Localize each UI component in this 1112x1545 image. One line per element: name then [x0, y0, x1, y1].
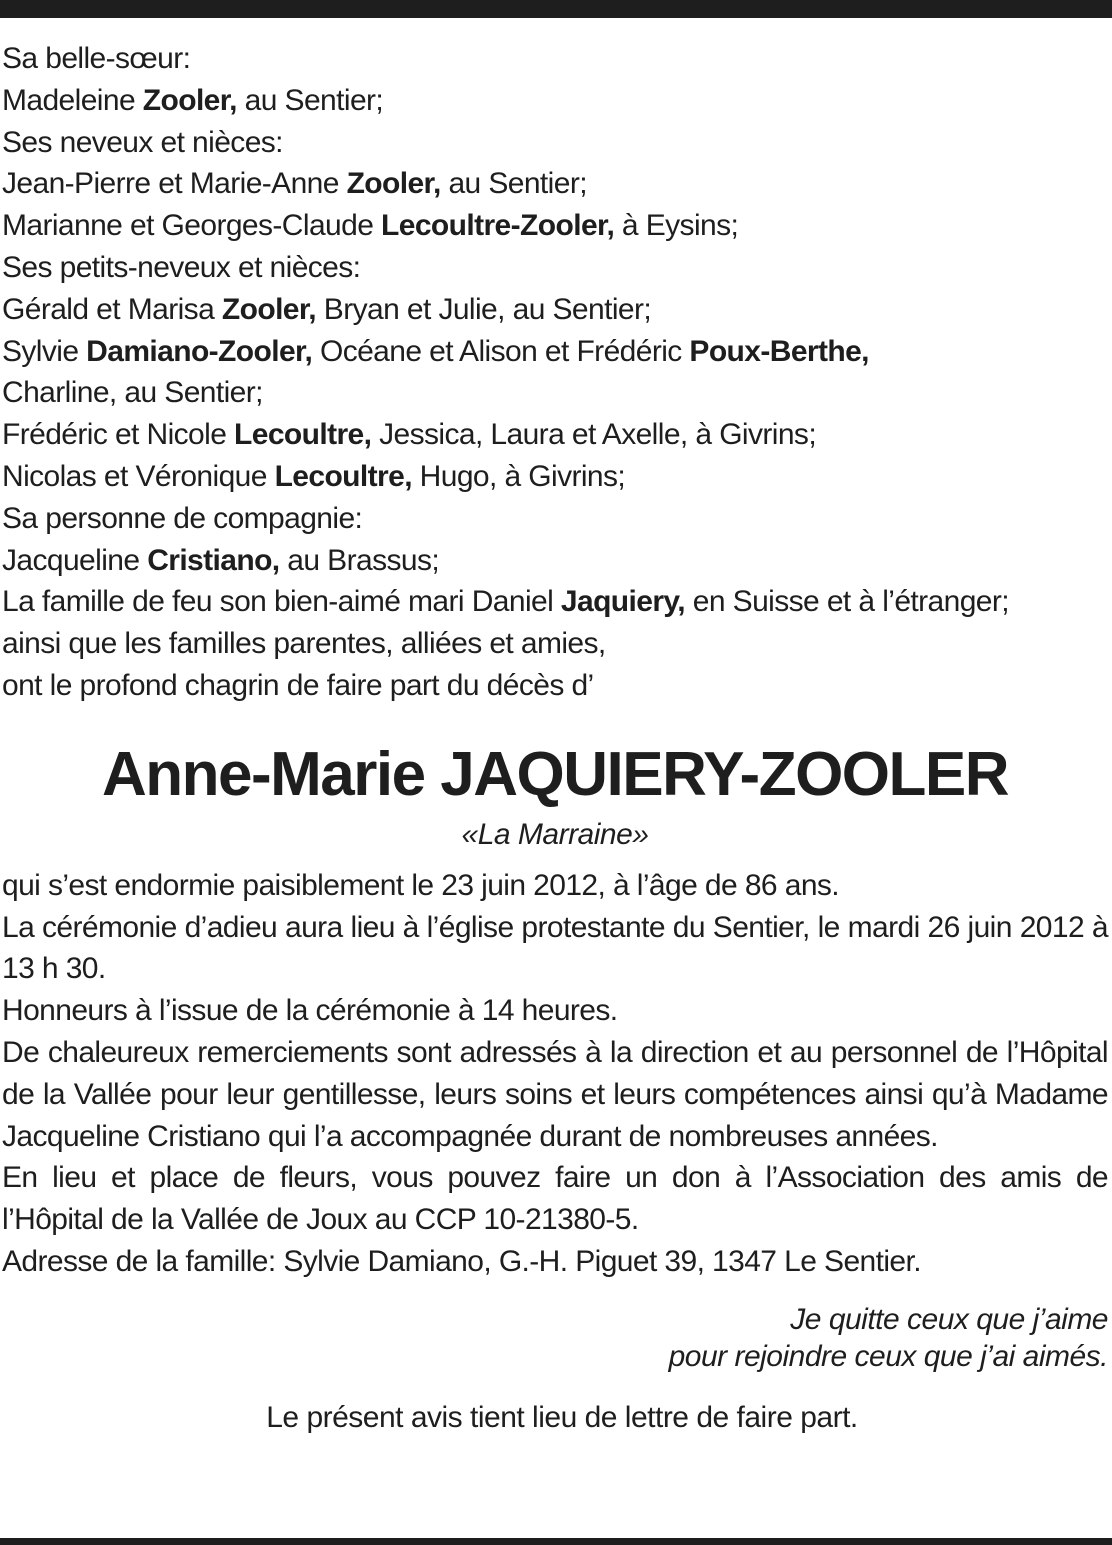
deceased-name: Anne-Marie JAQUIERY-ZOOLER — [101, 739, 1009, 809]
family-surname: Poux-Berthe, — [689, 334, 869, 368]
family-line — [2, 331, 1108, 373]
family-surname: Zooler, — [221, 292, 317, 326]
family-line — [2, 540, 1108, 582]
family-line — [2, 289, 1108, 331]
family-text: Charline, au Sentier; — [2, 376, 263, 410]
family-text: ainsi que les familles parentes, alliées et amies, — [2, 627, 606, 661]
family-surname: Cristiano, — [147, 543, 280, 577]
family-text: Sa personne de compagnie: — [2, 501, 363, 535]
family-text: ont le profond chagrin de faire part du décès d’ — [2, 668, 594, 702]
family-text: au Sentier; — [236, 83, 384, 117]
family-text: Sylvie — [2, 334, 87, 368]
quote-line: pour rejoindre ceux que j’ai aimés. — [668, 1339, 1108, 1373]
family-text: Sa belle-sœur: — [2, 42, 191, 75]
family-line — [2, 581, 1108, 623]
family-text: Jacqueline — [2, 543, 148, 577]
family-text: Gérald et Marisa — [2, 292, 222, 326]
family-text: Jessica, Laura et Axelle, à Givrins; — [371, 418, 817, 452]
family-text: Ses petits-neveux et nièces: — [2, 250, 361, 284]
family-line — [2, 498, 1108, 540]
family-line — [2, 122, 1108, 164]
ceremony-info: La cérémonie d’adieu aura lieu à l’église protestante du Sentier, le mardi 26 juin 2012 à 13 h 30. — [2, 910, 1108, 986]
deceased-nickname: «La Marraine» — [461, 817, 649, 851]
family-text: Hugo, à Givrins; — [411, 459, 626, 493]
family-text: La famille de feu son bien-aimé mari Daniel — [2, 585, 561, 619]
family-line — [2, 247, 1108, 289]
family-line — [2, 38, 1108, 80]
family-surname: Damiano-Zooler, — [86, 334, 313, 368]
family-text: Marianne et Georges-Claude — [2, 209, 382, 243]
family-line — [2, 205, 1108, 247]
family-surname: Zooler, — [142, 83, 237, 117]
top-rule — [0, 0, 1112, 18]
family-text: Madeleine — [2, 83, 143, 117]
quote-line: Je quitte ceux que j’aime — [790, 1302, 1108, 1336]
obituary-notice — [2, 38, 1108, 1438]
family-text: Ses neveux et nièces: — [2, 125, 283, 159]
honors-info: Honneurs à l’issue de la cérémonie à 14 heures. — [2, 994, 618, 1028]
death-statement: qui s’est endormie paisiblement le 23 juin 2012, à l’âge de 86 ans. — [2, 868, 840, 902]
announcement-body — [2, 865, 1108, 1283]
closing-quote — [2, 1301, 1108, 1375]
thanks-paragraph: De chaleureux remerciements sont adressés à la direction et au personnel de l’Hôpital de la Vallée pour leur gentillesse, leurs soins et leurs compétences ainsi qu’à Madame Jacqueline Cristiano qui l’a accompagnée durant de nombreuses années. — [2, 1035, 1108, 1153]
family-line — [2, 665, 1108, 707]
family-line — [2, 414, 1108, 456]
donation-info: En lieu et place de fleurs, vous pouvez faire un don à l’Association des amis de l’Hôpital de la Vallée de Joux au CCP 10-21380-5. — [2, 1161, 1108, 1237]
bottom-rule — [0, 1538, 1112, 1545]
family-text: Jean-Pierre et Marie-Anne — [2, 167, 347, 201]
family-text: à Eysins; — [614, 209, 739, 243]
family-text: Frédéric et Nicole — [2, 418, 235, 452]
family-line — [2, 623, 1108, 665]
family-text: en Suisse et à l’étranger; — [685, 585, 1010, 619]
family-surname: Lecoultre, — [274, 459, 412, 493]
family-text: au Sentier; — [440, 167, 587, 201]
family-surname: Zooler, — [346, 167, 441, 201]
family-text: au Brassus; — [279, 543, 440, 577]
family-surname: Lecoultre-Zooler, — [381, 209, 615, 243]
family-text: Nicolas et Véronique — [2, 459, 275, 493]
notice-statement: Le présent avis tient lieu de lettre de faire part. — [266, 1400, 858, 1434]
family-line — [2, 163, 1108, 205]
family-list — [2, 38, 1108, 707]
family-address: Adresse de la famille: Sylvie Damiano, G.-H. Piguet 39, 1347 Le Sentier. — [2, 1244, 921, 1278]
family-text: Bryan et Julie, au Sentier; — [316, 292, 652, 326]
family-line — [2, 372, 1108, 414]
family-line — [2, 80, 1108, 122]
family-surname: Lecoultre, — [234, 418, 372, 452]
family-surname: Jaquiery, — [560, 585, 686, 619]
family-line — [2, 456, 1108, 498]
family-text: Océane et Alison et Frédéric — [312, 334, 690, 368]
